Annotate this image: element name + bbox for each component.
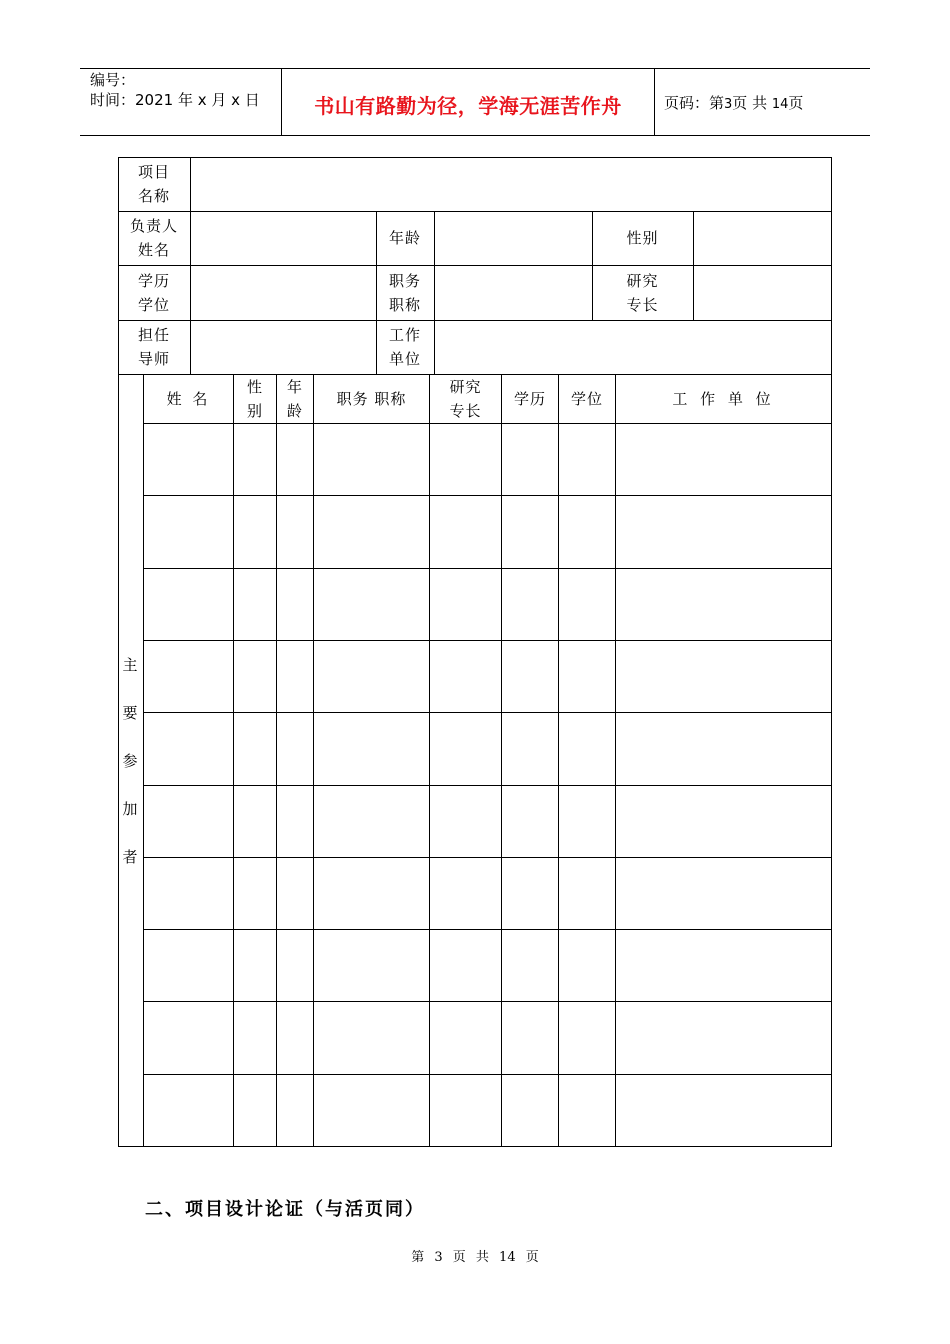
- header-motto: 书山有路勤为径，学海无涯苦作舟: [314, 94, 622, 118]
- participant-cell[interactable]: [277, 641, 313, 712]
- section-title: 二、项目设计论证（与活页同）: [145, 1199, 425, 1220]
- participant-cell[interactable]: [234, 713, 276, 784]
- participant-cell[interactable]: [616, 930, 831, 1001]
- page-footer: 第 3 页 共 14 页: [411, 1250, 539, 1265]
- page-mid: 页 共: [732, 94, 768, 112]
- participant-cell[interactable]: [430, 1002, 501, 1073]
- participant-cell[interactable]: [234, 1002, 276, 1073]
- participant-cell[interactable]: [277, 424, 313, 495]
- participant-cell[interactable]: [144, 424, 233, 495]
- participant-cell[interactable]: [234, 1075, 276, 1146]
- participant-cell[interactable]: [144, 641, 233, 712]
- col-header-position: 职务 职称: [336, 390, 407, 408]
- header-bottom-rule: [80, 135, 870, 136]
- page-total: 14: [771, 97, 789, 112]
- participant-cell[interactable]: [430, 713, 501, 784]
- participants-label: 主 要 参 加 者: [122, 655, 139, 866]
- participant-cell[interactable]: [277, 930, 313, 1001]
- col-header-education: 学历: [513, 390, 546, 408]
- mentor-field[interactable]: [191, 321, 376, 374]
- position-field[interactable]: [435, 266, 592, 320]
- participant-cell[interactable]: [144, 1002, 233, 1073]
- participant-cell[interactable]: [234, 786, 276, 857]
- participant-cell[interactable]: [502, 858, 558, 929]
- participant-cell[interactable]: [277, 1075, 313, 1146]
- participant-cell[interactable]: [430, 1075, 501, 1146]
- participant-cell[interactable]: [277, 1002, 313, 1073]
- participant-cell[interactable]: [314, 496, 429, 567]
- project-name-field[interactable]: [191, 157, 831, 211]
- participant-cell[interactable]: [502, 930, 558, 1001]
- participant-cell[interactable]: [616, 569, 831, 640]
- research-label: 研究 专长: [626, 271, 659, 314]
- participant-cell[interactable]: [234, 930, 276, 1001]
- participant-cell[interactable]: [616, 713, 831, 784]
- participant-cell[interactable]: [430, 858, 501, 929]
- age-label: 年龄: [388, 229, 421, 247]
- participant-cell[interactable]: [430, 496, 501, 567]
- participant-cell[interactable]: [559, 496, 615, 567]
- participant-cell[interactable]: [502, 569, 558, 640]
- page-number: 3: [724, 97, 733, 112]
- participant-cell[interactable]: [559, 1075, 615, 1146]
- participant-cell[interactable]: [277, 786, 313, 857]
- col-header-name: 姓 名: [166, 390, 211, 408]
- participant-cell[interactable]: [430, 930, 501, 1001]
- participant-cell[interactable]: [502, 496, 558, 567]
- participant-cell[interactable]: [559, 424, 615, 495]
- participant-cell[interactable]: [277, 713, 313, 784]
- participant-cell[interactable]: [144, 569, 233, 640]
- participant-cell[interactable]: [502, 641, 558, 712]
- participant-cell[interactable]: [234, 569, 276, 640]
- participant-cell[interactable]: [502, 424, 558, 495]
- participant-cell[interactable]: [502, 786, 558, 857]
- participant-cell[interactable]: [144, 858, 233, 929]
- participant-cell[interactable]: [314, 1075, 429, 1146]
- page-end: 页: [788, 94, 804, 112]
- header-divider-right: [654, 68, 655, 136]
- mentor-label: 担任 导师: [137, 326, 170, 368]
- participant-cell[interactable]: [277, 858, 313, 929]
- col-header-workplace: 工 作 单 位: [672, 390, 775, 408]
- header-top-rule: [80, 68, 870, 69]
- participant-cell[interactable]: [559, 569, 615, 640]
- gender-field[interactable]: [694, 212, 831, 265]
- participant-cell[interactable]: [430, 641, 501, 712]
- participant-cell[interactable]: [430, 424, 501, 495]
- participant-cell[interactable]: [430, 569, 501, 640]
- gender-label: 性别: [626, 229, 659, 247]
- participant-cell[interactable]: [314, 424, 429, 495]
- participant-cell[interactable]: [616, 641, 831, 712]
- participant-cell[interactable]: [234, 641, 276, 712]
- participant-cell[interactable]: [314, 858, 429, 929]
- header-meta: [90, 70, 260, 110]
- education-field[interactable]: [191, 266, 376, 320]
- workplace-field[interactable]: [435, 321, 831, 374]
- workplace-label: 工作 单位: [388, 326, 421, 368]
- leader-name-label: 负责人 姓名: [129, 217, 178, 259]
- participant-cell[interactable]: [616, 496, 831, 567]
- participant-cell[interactable]: [314, 786, 429, 857]
- participant-cell[interactable]: [234, 496, 276, 567]
- col-header-research: 研究 专长: [449, 378, 482, 420]
- participant-cell[interactable]: [502, 1002, 558, 1073]
- participant-cell[interactable]: [314, 641, 429, 712]
- research-field[interactable]: [694, 266, 831, 320]
- document-number-label: 编号：: [90, 71, 136, 89]
- participant-cell[interactable]: [559, 858, 615, 929]
- participant-cell[interactable]: [616, 1002, 831, 1073]
- participant-cell[interactable]: [559, 786, 615, 857]
- participant-cell[interactable]: [277, 496, 313, 567]
- participant-cell[interactable]: [144, 713, 233, 784]
- participant-cell[interactable]: [559, 713, 615, 784]
- age-field[interactable]: [435, 212, 592, 265]
- participant-cell[interactable]: [234, 424, 276, 495]
- participant-cell[interactable]: [616, 1075, 831, 1146]
- participant-cell[interactable]: [559, 641, 615, 712]
- participant-cell[interactable]: [144, 930, 233, 1001]
- participant-cell[interactable]: [144, 1075, 233, 1146]
- participant-cell[interactable]: [616, 424, 831, 495]
- participant-cell[interactable]: [314, 1002, 429, 1073]
- page-label: 页码：第: [664, 94, 725, 112]
- col-header-gender: 性 别: [246, 378, 263, 420]
- page-indicator: [664, 92, 803, 113]
- participant-cell[interactable]: [559, 1002, 615, 1073]
- participant-cell[interactable]: [314, 569, 429, 640]
- col-header-degree: 学位: [570, 390, 603, 408]
- participant-cell[interactable]: [430, 786, 501, 857]
- participant-cell[interactable]: [559, 930, 615, 1001]
- participant-cell[interactable]: [616, 786, 831, 857]
- education-label: 学历 学位: [137, 271, 170, 314]
- participant-cell[interactable]: [234, 858, 276, 929]
- participant-cell[interactable]: [616, 858, 831, 929]
- position-label: 职务 职称: [388, 271, 421, 314]
- application-form-table: [118, 157, 832, 1147]
- participant-cell[interactable]: [502, 1075, 558, 1146]
- participant-cell[interactable]: [144, 496, 233, 567]
- project-name-label: 项目 名称: [137, 163, 170, 205]
- col-header-age: 年 龄: [286, 378, 303, 420]
- participant-cell[interactable]: [502, 713, 558, 784]
- leader-name-field[interactable]: [191, 212, 376, 265]
- participant-cell[interactable]: [277, 569, 313, 640]
- participant-cell[interactable]: [314, 713, 429, 784]
- participant-cell[interactable]: [314, 930, 429, 1001]
- document-time: 时间：2021 年 x 月 x 日: [90, 91, 260, 109]
- participant-cell[interactable]: [144, 786, 233, 857]
